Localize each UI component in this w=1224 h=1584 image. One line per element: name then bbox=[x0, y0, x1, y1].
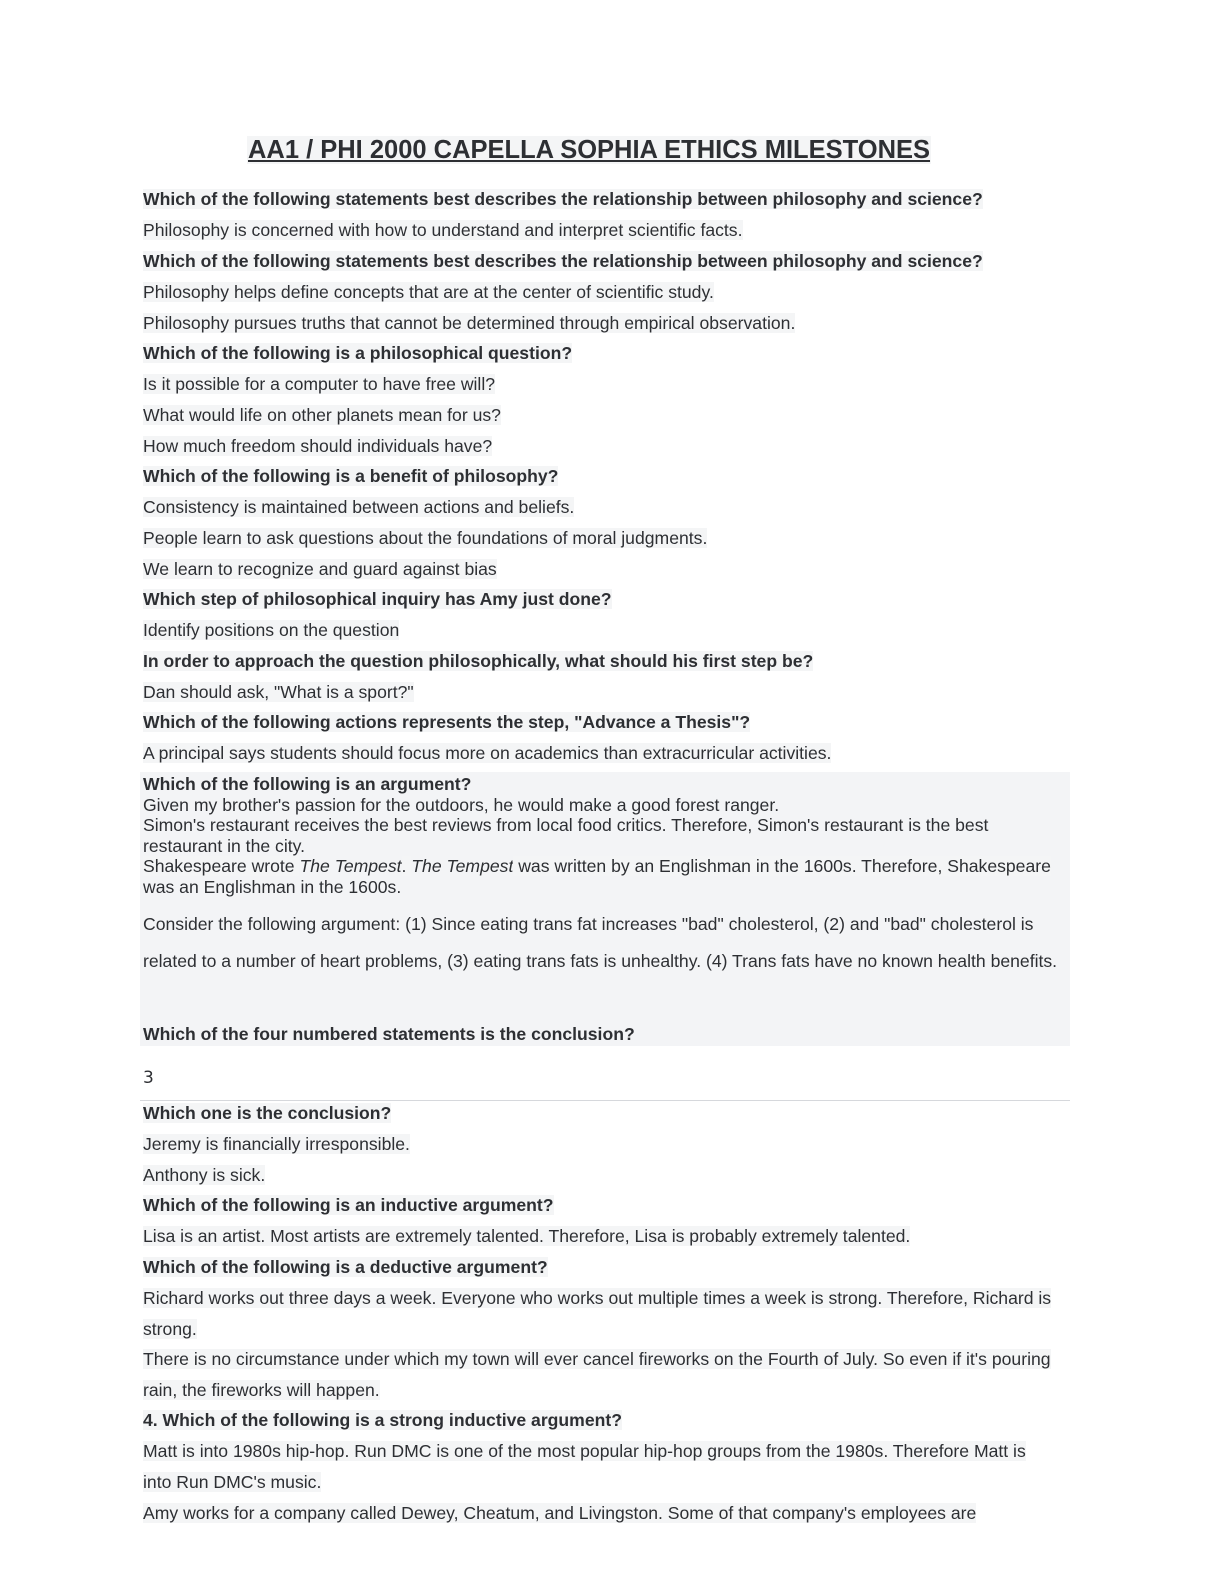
answer-number: 3 bbox=[143, 1068, 154, 1088]
question-inquiry-step: Which step of philosophical inquiry has Amy just done? bbox=[143, 589, 612, 609]
answer-text: How much freedom should individuals have? bbox=[143, 436, 493, 456]
answer-text: Dan should ask, "What is a sport?" bbox=[143, 682, 414, 702]
answer-text: Is it possible for a computer to have free will? bbox=[143, 374, 496, 394]
question-strong-inductive: 4. Which of the following is a strong inductive argument? bbox=[143, 1410, 622, 1430]
question-first-step: In order to approach the question philosophically, what should his first step be? bbox=[143, 651, 814, 671]
page-title-text: AA1 / PHI 2000 CAPELLA SOPHIA ETHICS MILESTONES bbox=[247, 136, 931, 164]
question-philosophy-science-1: Which of the following statements best describes the relationship between philosophy and science? bbox=[143, 189, 983, 209]
argument-question-block bbox=[140, 772, 1070, 1046]
answer-text: Philosophy helps define concepts that are at the center of scientific study. bbox=[143, 282, 714, 302]
question-conclusion: Which of the four numbered statements is the conclusion? bbox=[143, 1024, 635, 1044]
answer-text: rain, the fireworks will happen. bbox=[143, 1380, 380, 1400]
question-which-conclusion: Which one is the conclusion? bbox=[143, 1103, 392, 1123]
divider bbox=[140, 1100, 1070, 1101]
answer-text: A principal says students should focus more on academics than extracurricular activities. bbox=[143, 743, 832, 763]
answer-text: There is no circumstance under which my town will ever cancel fireworks on the Fourth of July. So even if it's pouring bbox=[143, 1349, 1051, 1369]
answer-text: Given my brother's passion for the outdoors, he would make a good forest ranger. bbox=[143, 795, 780, 815]
answer-text: Matt is into 1980s hip-hop. Run DMC is one of the most popular hip-hop groups from the 1980s. Therefore Matt is bbox=[143, 1441, 1026, 1461]
answer-text: restaurant in the city. bbox=[143, 836, 306, 856]
page-title bbox=[0, 134, 1178, 166]
answer-text: Consistency is maintained between actions and beliefs. bbox=[143, 497, 575, 517]
answer-text: Lisa is an artist. Most artists are extremely talented. Therefore, Lisa is probably extremely talented. bbox=[143, 1226, 911, 1246]
answer-text: What would life on other planets mean for us? bbox=[143, 405, 501, 425]
answer-text: Philosophy is concerned with how to understand and interpret scientific facts. bbox=[143, 220, 743, 240]
answer-text: into Run DMC's music. bbox=[143, 1472, 322, 1492]
answer-text: Richard works out three days a week. Everyone who works out multiple times a week is strong. Therefore, Richard is bbox=[143, 1288, 1052, 1308]
argument-text: Consider the following argument: (1) Since eating trans fat increases "bad" cholesterol, (2) and "bad" cholesterol is bbox=[143, 914, 1034, 934]
question-philosophical-question: Which of the following is a philosophical question? bbox=[143, 343, 573, 363]
argument-text: related to a number of heart problems, (3) eating trans fats is unhealthy. (4) Trans fats have no known health benefits. bbox=[143, 951, 1058, 971]
question-argument: Which of the following is an argument? bbox=[143, 774, 472, 794]
answer-text: People learn to ask questions about the foundations of moral judgments. bbox=[143, 528, 708, 548]
question-benefit-of-philosophy: Which of the following is a benefit of philosophy? bbox=[143, 466, 559, 486]
answer-text: Identify positions on the question bbox=[143, 620, 400, 640]
question-deductive-argument: Which of the following is a deductive argument? bbox=[143, 1257, 548, 1277]
answer-text: strong. bbox=[143, 1319, 197, 1339]
question-philosophy-science-2: Which of the following statements best describes the relationship between philosophy and science? bbox=[143, 251, 983, 271]
answer-text: was an Englishman in the 1600s. bbox=[143, 877, 402, 897]
answer-text: We learn to recognize and guard against bias bbox=[143, 559, 497, 579]
answer-text: Amy works for a company called Dewey, Cheatum, and Livingston. Some of that company's employees are bbox=[143, 1503, 977, 1523]
answer-text: Simon's restaurant receives the best reviews from local food critics. Therefore, Simon's restaurant is the best bbox=[143, 815, 989, 835]
question-inductive-argument: Which of the following is an inductive argument? bbox=[143, 1195, 554, 1215]
answer-text: Philosophy pursues truths that cannot be determined through empirical observation. bbox=[143, 313, 796, 333]
answer-text-shakespeare: Shakespeare wrote The Tempest. The Tempest was written by an Englishman in the 1600s. Therefore, Shakespeare bbox=[143, 856, 1051, 876]
answer-text: Anthony is sick. bbox=[143, 1165, 266, 1185]
answer-text: Jeremy is financially irresponsible. bbox=[143, 1134, 410, 1154]
question-advance-thesis: Which of the following actions represents the step, "Advance a Thesis"? bbox=[143, 712, 751, 732]
